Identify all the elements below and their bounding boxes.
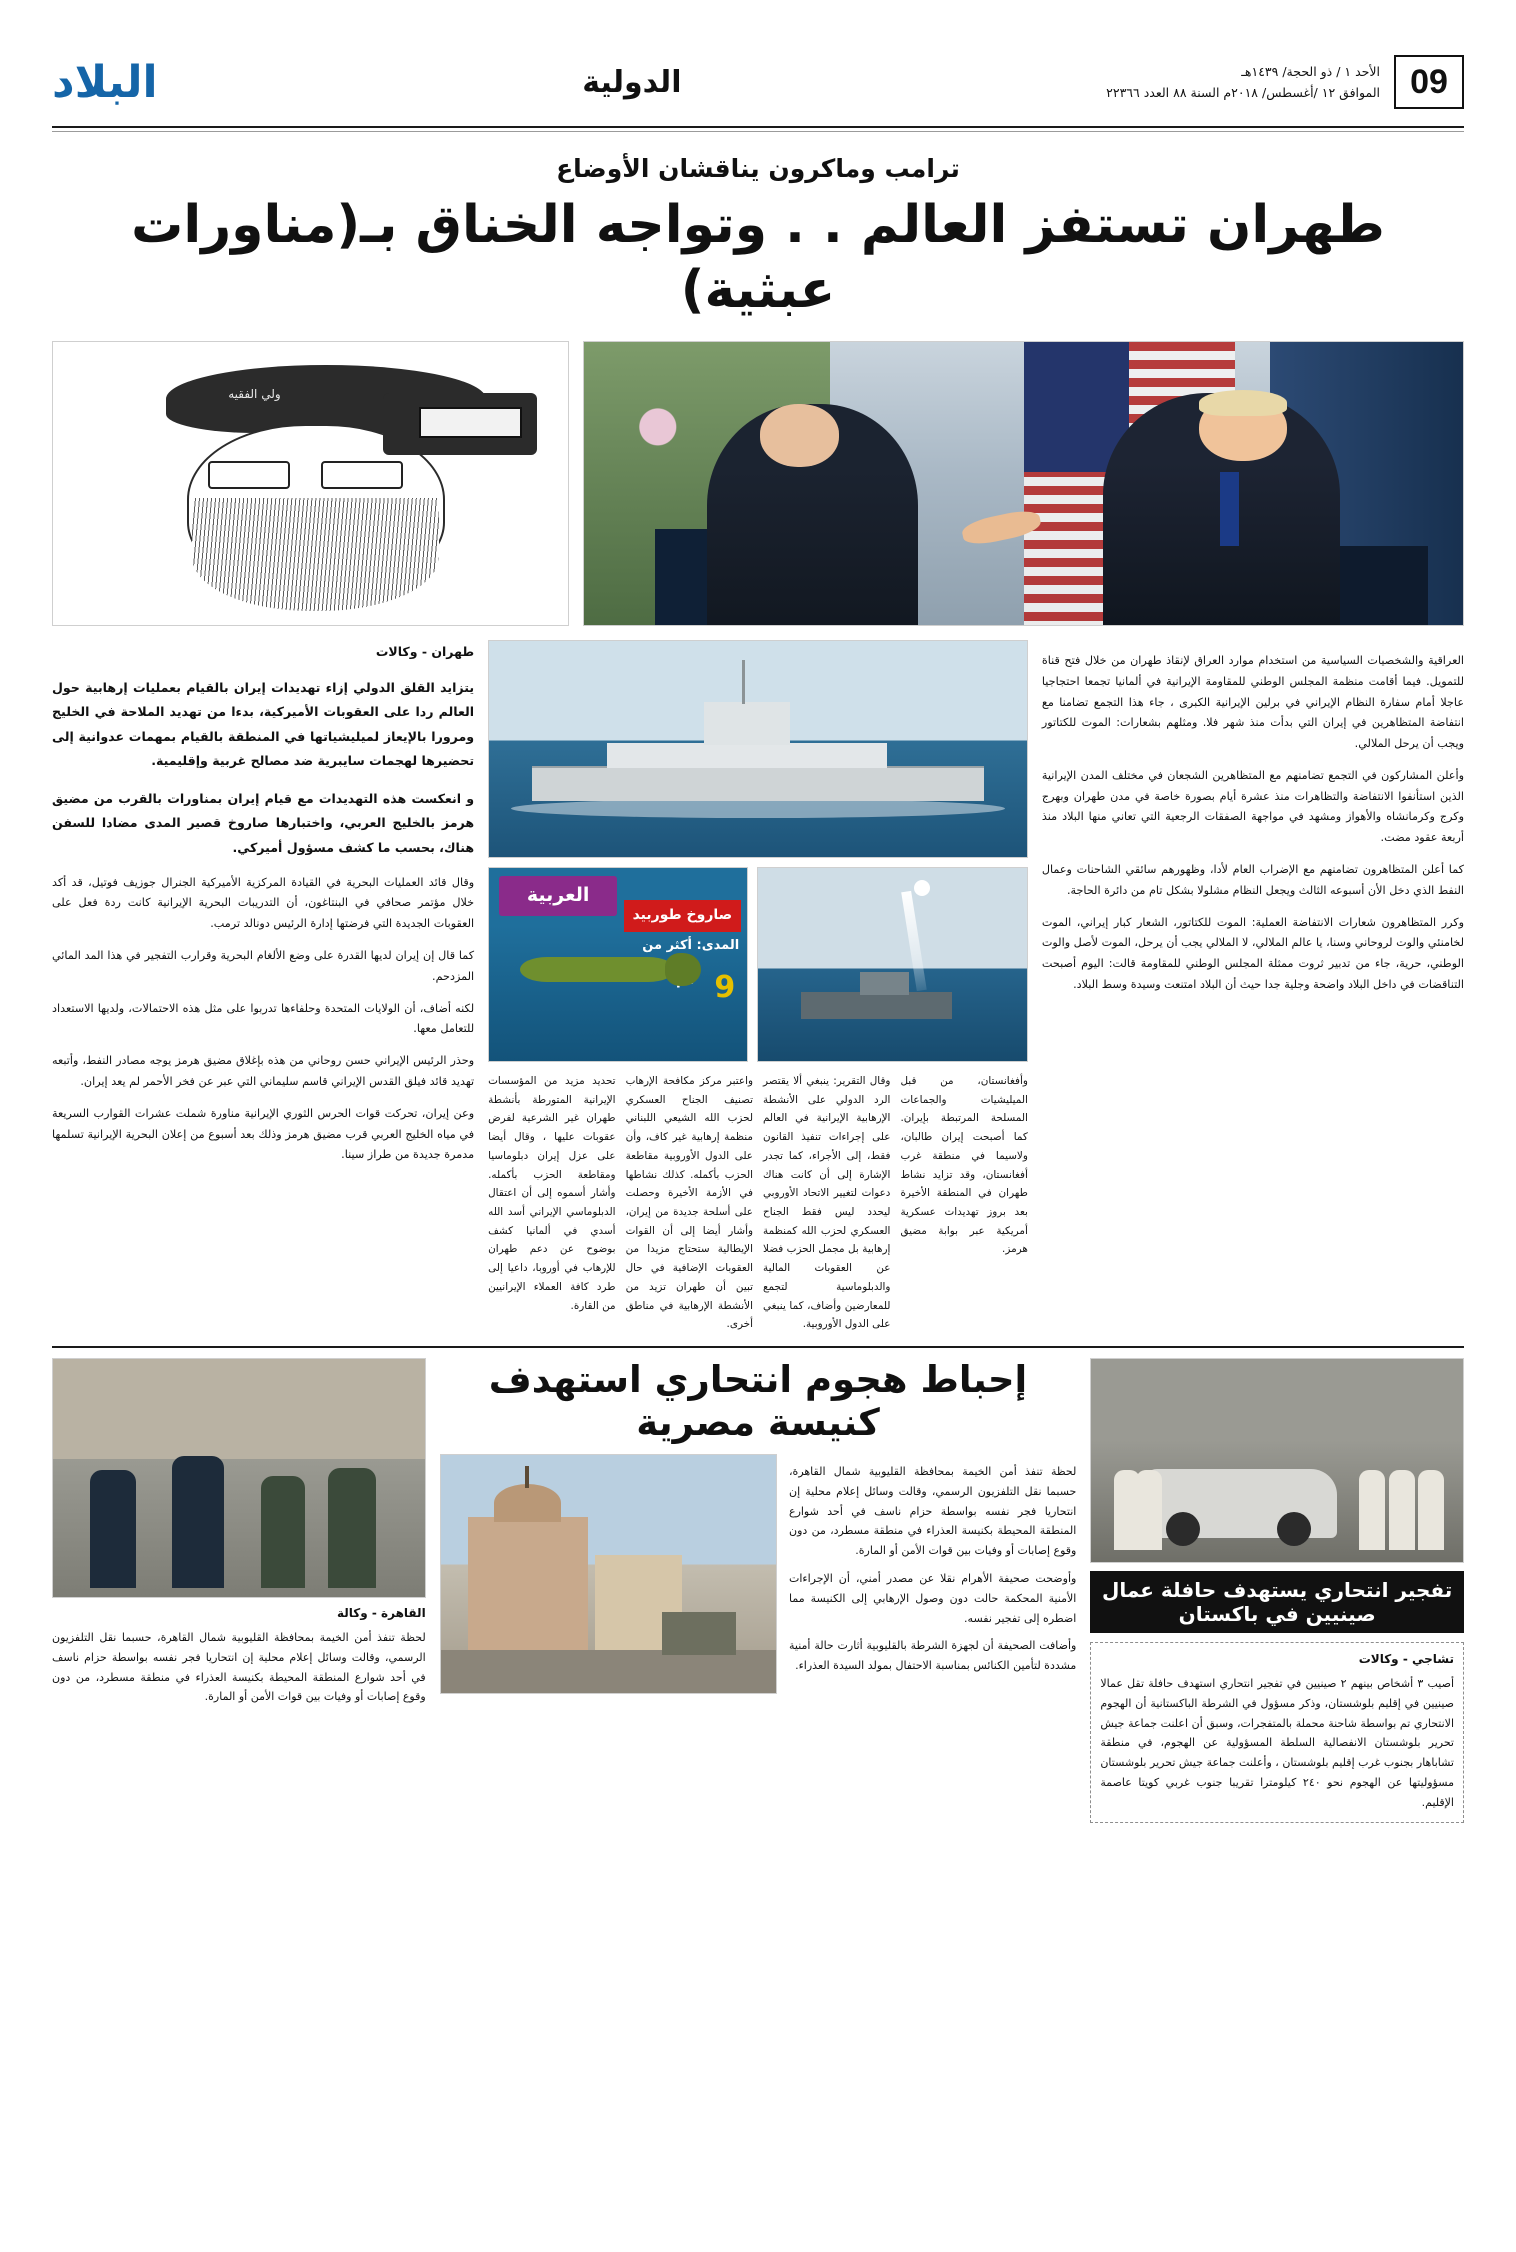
bottom-section — [52, 1358, 1464, 1823]
top-media-row — [52, 341, 1464, 626]
person-figure — [90, 1470, 136, 1588]
paragraph: وكرر المتظاهرون شعارات الانتفاضة العملية: الموت للكتاتور، الشعار كبار إيراني، الموت لخامنئي والوت لروحاني وسنا، يا عالم الملالي، لا الملالي يجب أن يرحل، الموت لأصل والوت الوطني، حرية، جاء من تدبير ثروت ممثلة المجلس الوطني للمقاومة قالت: اليوم أصبحت التناقضات في داخل البلاد واضحة وجلية جدا حيث أن البلاد امتنعت وسيدة وسط البلاد. — [1041, 915, 1464, 991]
egypt-story-main — [440, 1358, 1077, 1823]
paragraph: وعن إيران، تحركت قوات الحرس الثوري الإيرانية مناورة شملت عشرات القوارب السريعة في مياه الخليج العربي قرب مضيق هرمز وذلك بعد أسبوع من إعلان البحرية الإيرانية تسلمها مدمرة جديدة من طراز سينا. — [51, 1106, 475, 1162]
figure-trump-tie — [1220, 472, 1239, 546]
figure-macron-head — [760, 404, 839, 466]
section-title: الدولية — [582, 64, 682, 100]
egypt-caption: لحظة تنفذ أمن الخيمة بمحافظة القليوبية شمال القاهرة، حسبما نقل التلفزيون الرسمي، وقالت وسائل إعلام محلية إن انتحاريا فجر نفسه بواسطة حزام ناسف في أحد شوارع المنطقة المحيطة بكنيسة العذراء في منطقة مسطرد، من دون وقوع إصابات أو وفيات بين قوات الأمن أو المارة. — [52, 1631, 426, 1704]
crowd-figure — [1389, 1470, 1415, 1550]
micro-column: تحديد مزيد من المؤسسات الإيرانية المتورطة بأنشطة طهران غير الشرعية لفرض عقوبات عليها ، وقال أيضا على عزل إيران دبلوماسيا ومقاطعة الحزب بأكمله. وأشار أسموه إلى أن اعتقال الدبلوماسي الإيراني أسد الله أسدي في ألمانيا كشف بوضوح عن دعم طهران للإرهاب في أوروبا، داعيا إلى طرد كافة العملاء الإيرانيين من القارة. — [488, 1075, 616, 1312]
gregorian-date: الموافق ١٢ /أغسطس/ ٢٠١٨م السنة ٨٨ العدد ٢٢٣٦٦ — [1106, 85, 1380, 100]
micro-column: واعتبر مركز مكافحة الإرهاب تصنيف الجناح العسكري لحزب الله الشيعي اللبناني منظمة إرهابية غير كاف، وأن على الدول الأوروبية مقاطعة الحزب بأكمله. كذلك نشاطها في الأزمة الأخيرة وحصلت على أسلحة جديدة من إيران، وأشار أيضا إلى أن القوات الإيطالية ستحتاج مزيدا من العقوبات الإضافية في حال تبين أن طهران تزيد من الأنشطة الإرهابية في مناطق أخرى. — [625, 1075, 753, 1331]
newspaper-logo: البلاد — [52, 56, 158, 108]
photo-torpedo-graphic — [488, 867, 748, 1062]
egypt-headline: إحباط هجوم انتحاري استهدف كنيسة مصرية — [488, 1358, 1028, 1445]
missile-head — [914, 880, 930, 896]
lead-paragraph-2: و انعكست هذه التهديدات مع قيام إيران بمناورات بالقرب من مضيق هرمز بالخليج العربي، واختبارها صاروخ قصير المدى مضادا للسفن هناك، بحسب ما كشف مسؤول أميركي. — [51, 790, 475, 855]
photo-church — [440, 1454, 777, 1694]
ship-wake — [511, 799, 1006, 818]
column-left — [52, 640, 474, 1334]
media-pair — [488, 867, 1028, 1062]
cartoon-glasses-left — [208, 461, 290, 489]
torpedo-range-value: 9 — [714, 970, 736, 1005]
police-figure — [261, 1476, 305, 1588]
person-figure — [172, 1456, 224, 1588]
police-figure — [328, 1468, 376, 1588]
vehicle-wheel — [1277, 1512, 1311, 1546]
micro-column: وأفغانستان، من قبل الميليشيات والجماعات المسلحة المرتبطة بإيران. كما أصبحت إيران طالبان، ولاسيما في منطقة غرب أفغانستان، وقد تزايد نشاط طهران في المنطقة الأخيرة بعد بروز تهديدات عسكرية أمريكية عبر بوابة مضيق هرمز. — [900, 1075, 1028, 1256]
pakistan-body-box — [1090, 1642, 1464, 1823]
hijri-date: الأحد ١ / ذو الحجة/ ١٤٣٩هـ — [1241, 63, 1380, 79]
paragraph: كما أعلن المتظاهرون تضامنهم مع الإضراب العام لأدا، وظهورهم سائقي الشاحنات وعمال النفط الذي دخل الأن أسبوعه الثالث ويجعل النظام مشلولا بشكل تام من دائرة الحاجة. — [1041, 863, 1464, 897]
pakistan-story — [1090, 1358, 1464, 1823]
egypt-text-col — [789, 1454, 1076, 1694]
crowd-figure — [1359, 1470, 1385, 1550]
photo-warship — [488, 640, 1028, 858]
ship-mast — [742, 660, 745, 703]
paragraph: لكنه أضاف، أن الولايات المتحدة وحلفاءها تدربوا على مثل هذه الاحتمالات، ولديها الاستعداد للتعامل معها. — [51, 1001, 475, 1036]
photo-pakistan-scene — [1090, 1358, 1464, 1563]
paragraph: وحذر الرئيس الإيراني حسن روحاني من هذه بإغلاق مضيق هرمز يوجه مصادر النفط، وأتبعه تهديد قائد فيلق القدس الإيراني قاسم سليماني التي عبر عن فخر الأحمر لم يعد إيران. — [51, 1054, 475, 1089]
street-road — [441, 1650, 776, 1693]
column-middle — [488, 640, 1028, 1334]
column-right — [1042, 640, 1464, 1334]
lead-kicker: ترامب وماكرون يناقشان الأوضاع — [556, 154, 960, 183]
photo-missile-launch — [757, 867, 1028, 1062]
paragraph: كما قال إن إيران لديها القدرة على وضع الألغام البحرية وقرارب التفجير في هذا المد المائي المزدحم. — [51, 949, 475, 983]
cartoon-turban-label: ولي الفقيه — [228, 387, 281, 402]
bottom-divider — [52, 1346, 1464, 1348]
lead-paragraph: يتزايد القلق الدولي إزاء تهديدات إيران بالقيام بعمليات إرهابية حول العالم ردا على العقوبات الأميركية، بدءا من تهديد الملاحة في الخليج ومرورا بالإيعاز لميليشياتها في المنطقة بالقيام بمهمات عدوانية إلى تحضيرها لهجمات سايبرية ضد مصالح غربية وإقليمية. — [51, 679, 475, 769]
micro-columns — [488, 1072, 1028, 1334]
cartoon-glasses-right — [321, 461, 403, 489]
masthead-rule-thin — [52, 131, 1464, 132]
torpedo-range-label: المدى: أكثر من — [642, 938, 740, 953]
paragraph: العراقية والشخصيات السياسية من استخدام موارد العراق لإنقاذ طهران من خلال فتح قناة للتمويل. فيما أقامت منظمة المجلس الوطني للمقاومة الإيرانية في ألمانيا تجمعا احتجاجيا عاجلا أمام سفارة النظام الإيراني في برلين الإيرانية الكبرى ، جاء هذا التجمع تضامنا مع انتفاضة المتظاهرين في إيران التي بدأت منذ شهر فلا. ومثلهم بشعارات: الموت للكتاتور ويجب أن يرحل الملالي. — [1041, 654, 1464, 751]
building-wall — [53, 1359, 425, 1459]
lead-dateline: طهران - وكالات — [375, 644, 475, 659]
egypt-body-3: وأضافت الصحيفة أن لجهزة الشرطة بالقليوبية أثارت حالة أمنية مشددة لتأمين الكنائس بمناسبة الاحتفال بمولد السيدة العذراء. — [789, 1639, 1077, 1673]
egypt-content-row — [440, 1454, 1077, 1694]
church-cross — [525, 1466, 529, 1488]
editorial-cartoon — [52, 341, 569, 626]
torpedo-badge: صاروخ طوربيد — [624, 900, 742, 932]
egypt-street-panel — [52, 1358, 426, 1823]
ship-tower — [704, 702, 790, 745]
cartoon-beard — [192, 498, 439, 611]
church-building — [468, 1517, 589, 1650]
egypt-body-2: وأوضحت صحيفة الأهرام نقلا عن مصدر أمني، أن الإجراءات الأمنية المحكمة حالت دون وصول الإرهابي إلى الكنيسة مما اضطره إلى تفجير نفسه. — [789, 1572, 1077, 1625]
security-truck — [662, 1612, 736, 1655]
photo-street-security — [52, 1358, 426, 1598]
missile-boat — [801, 992, 951, 1019]
cartoon-vr-lens — [419, 407, 522, 438]
torpedo-body — [520, 957, 675, 982]
photo-trump-macron — [583, 341, 1464, 626]
figure-trump-hair — [1199, 390, 1287, 415]
egypt-photo-col — [440, 1454, 777, 1694]
masthead — [52, 46, 1464, 118]
torpedo-nose — [665, 953, 701, 986]
masthead-rule — [52, 126, 1464, 128]
paragraph: وأعلن المشاركون في التجمع تضامنهم مع المتظاهرين الشجعان في مختلف المدن الإيرانية الذين استأنفوا الانتفاضة والتظاهرات منذ عشرة أيام بصورة خاصة في مدن طهران وبهرج وكرج وكرمانشاه والأهواز ومشهد في مواجهة الصفقات الرجعية التي تعاني منها البلاد منذ أربعة عقود مضت. — [1041, 768, 1464, 845]
pakistan-headline: تفجير انتحاري يستهدف حافلة عمال صينيين في باكستان — [1090, 1571, 1464, 1633]
missile-boat-cabin — [860, 972, 908, 995]
pakistan-dateline: تشاجي - وكالات — [1358, 1652, 1454, 1667]
egypt-body: لحظة تنفذ أمن الخيمة بمحافظة القليوبية شمال القاهرة، حسبما نقل التلفزيون الرسمي، وقالت وسائل إعلام محلية إن انتحاريا فجر نفسه بواسطة حزام ناسف في أحد شوارع المنطقة المحيطة بكنيسة العذراء في منطقة مسطرد، من دون وقوع إصابات أو وفيات بين قوات الأمن أو المارة. — [789, 1465, 1077, 1558]
micro-column: وقال التقرير: ينبغي ألا يقتصر الرد الدولي على الأنشطة الإرهابية الإيرانية في العالم على إجراءات تنفيذ القانون فقط، إلى الأجراء، كما تجدر الإشارة إلى أن كانت هناك دعوات لتغيير الاتحاد الأوروبي ليحدد ليس فقط الجناح العسكري لحزب الله كمنظمة إرهابية بل مجمل الحزب فضلا عن العقوبات المالية والدبلوماسية لتجمع للمعارضين وأضاف، كما ينبغي على الدول الأوروبية. — [763, 1075, 891, 1331]
lead-headline: طهران تستفز العالم . . وتواجه الخناق بـ(مناورات عبثية) — [131, 195, 1385, 320]
egypt-dateline: القاهرة - وكالة — [336, 1606, 426, 1621]
masthead-left — [1106, 55, 1464, 109]
vehicle-wheel — [1166, 1512, 1200, 1546]
crowd-figure — [1136, 1470, 1162, 1550]
alarabiya-logo: العربية — [499, 876, 617, 916]
paragraph: وقال قائد العمليات البحرية في القيادة المركزية الأميركية الجنرال جوزيف فوتيل، قد أكد خلال مؤتمر صحافي في البنتاغون، أن التدريبات البحرية الإيرانية كانت ردة فعل على العقوبات الجديدة التي فرضتها إدارة الرئيس دونالد ترمب. — [51, 875, 475, 931]
lead-body — [52, 640, 1464, 1334]
church-dome — [494, 1484, 561, 1522]
ship-hull — [532, 766, 984, 801]
ship-deck — [607, 743, 887, 769]
date-block — [1106, 61, 1380, 104]
pakistan-body: أصيب ٣ أشخاص بينهم ٢ صينيين في تفجير انتحاري استهدف حافلة تقل عمالا صينيين في إقليم بلوشستان، وذكر مسؤول في الشرطة الباكستانية أن الهجوم الانتحاري تم بواسطة شاحنة محملة بالمتفجرات، وسبق أن اعلنت جماعة جيش تحرير بلوشستان الانفصالية السلطة المسؤولية عن الهجوم، في منطقة تشاباهار بجنوب غرب إقليم بلوشستان ، وأعلنت جماعة جيش تحرير بلوشستان مسؤوليتها عن الهجوم نحو ٢٤٠ كيلومترا تقريبا جنوب غربي كويتا عاصمة الإقليم. — [1100, 1677, 1455, 1809]
page-number: 09 — [1394, 55, 1464, 109]
crowd-figure — [1418, 1470, 1444, 1550]
